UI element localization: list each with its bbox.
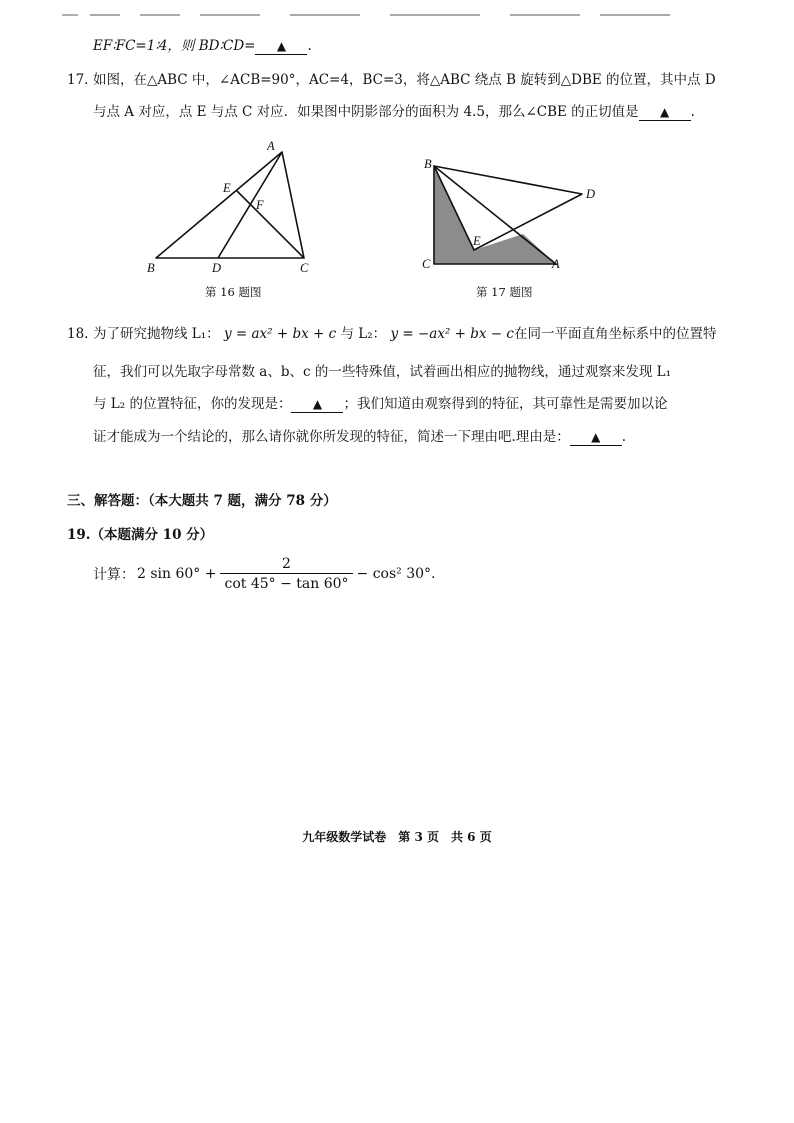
q19-header: 19.（本题满分 10 分）	[67, 527, 214, 543]
q17-line-2-text: 与点 A 对应，点 E 与点 C 对应．如果图中阴影部分的面积为 4.5，那么∠CBE 的正切值是	[93, 104, 639, 120]
q17-line-2	[93, 102, 695, 122]
figure-16-caption: 第 16 题图	[205, 285, 262, 299]
fig16-label-b: B	[147, 261, 155, 275]
q18-line-3-b: ；我们知道由观察得到的特征，其可靠性是需要加以论	[343, 396, 668, 412]
q19-denominator: cot 45° − tan 60°	[224, 576, 349, 592]
q16-tail-suffix: .	[307, 38, 312, 54]
q19-numerator: 2	[282, 556, 291, 572]
q16-tail-line	[93, 36, 312, 56]
q18-equation-l2: y = −ax² + bx − c	[390, 326, 514, 342]
q18-discovery-blank[interactable]: ▲	[291, 397, 343, 413]
q19-expression	[93, 552, 436, 596]
fig17-label-b: B	[424, 157, 432, 171]
fig17-label-c: C	[422, 257, 431, 271]
q18-line-1	[93, 324, 716, 344]
fig17-label-a: A	[552, 257, 560, 271]
q19-term-1: 2 sin 60° +	[137, 566, 217, 582]
q18-line-4-a: 证才能成为一个结论的，那么请你就你所发现的特征，简述一下理由吧.理由是：	[93, 429, 570, 445]
figure-17-caption: 第 17 题图	[476, 285, 533, 299]
fig16-label-c: C	[300, 261, 309, 275]
fig16-label-f: F	[256, 198, 264, 212]
fig16-label-d: D	[212, 261, 222, 275]
fig17-label-e: E	[473, 234, 481, 248]
q19-label: 计算：	[93, 567, 135, 583]
q18-line-2: 征，我们可以先取字母常数 a、b、c 的一些特殊值，试着画出相应的抛物线，通过观察来发现 L₁	[93, 364, 672, 380]
q19-fraction	[220, 556, 352, 592]
q17-answer-blank[interactable]: ▲	[639, 105, 691, 121]
q19-term-3: − cos² 30°.	[356, 566, 436, 582]
fig17-label-d: D	[586, 187, 596, 201]
q18-number: 18.	[67, 326, 89, 342]
fig16-segment-ec	[236, 190, 304, 258]
fig16-triangle-abc	[156, 152, 304, 258]
fig16-label-e: E	[223, 181, 231, 195]
figure-16	[140, 136, 330, 276]
q16-tail-text: EF∶FC=1∶4，则 BD∶CD=	[93, 38, 256, 54]
page-footer: 九年级数学试卷 第 3 页 共 6 页	[302, 830, 492, 844]
fig16-label-a: A	[267, 139, 275, 153]
section-3-title: 三、解答题：（本大题共 7 题，满分 78 分）	[67, 493, 337, 509]
q17-number: 17.	[67, 72, 89, 88]
q17-suffix: .	[690, 104, 695, 120]
q18-line-1-b: 与 L₂：	[340, 326, 387, 342]
q18-line-3-a: 与 L₂ 的位置特征，你的发现是：	[93, 396, 292, 412]
q18-line-1-a: 为了研究抛物线 L₁：	[93, 326, 220, 342]
q18-line-4	[93, 427, 626, 447]
q16-answer-blank[interactable]: ▲	[255, 39, 307, 55]
q18-equation-l1: y = ax² + bx + c	[223, 326, 337, 342]
figure-17	[418, 154, 608, 276]
q18-reason-blank[interactable]: ▲	[570, 430, 622, 446]
cropped-top-line	[60, 12, 680, 18]
q18-line-3	[93, 394, 667, 414]
q18-line-1-c: 在同一平面直角坐标系中的位置特	[513, 326, 717, 342]
q17-line-1: 如图，在△ABC 中，∠ACB=90°，AC=4，BC=3，将△ABC 绕点 B 旋转到△DBE 的位置，其中点 D	[93, 72, 716, 88]
q18-line-4-b: .	[621, 429, 627, 445]
